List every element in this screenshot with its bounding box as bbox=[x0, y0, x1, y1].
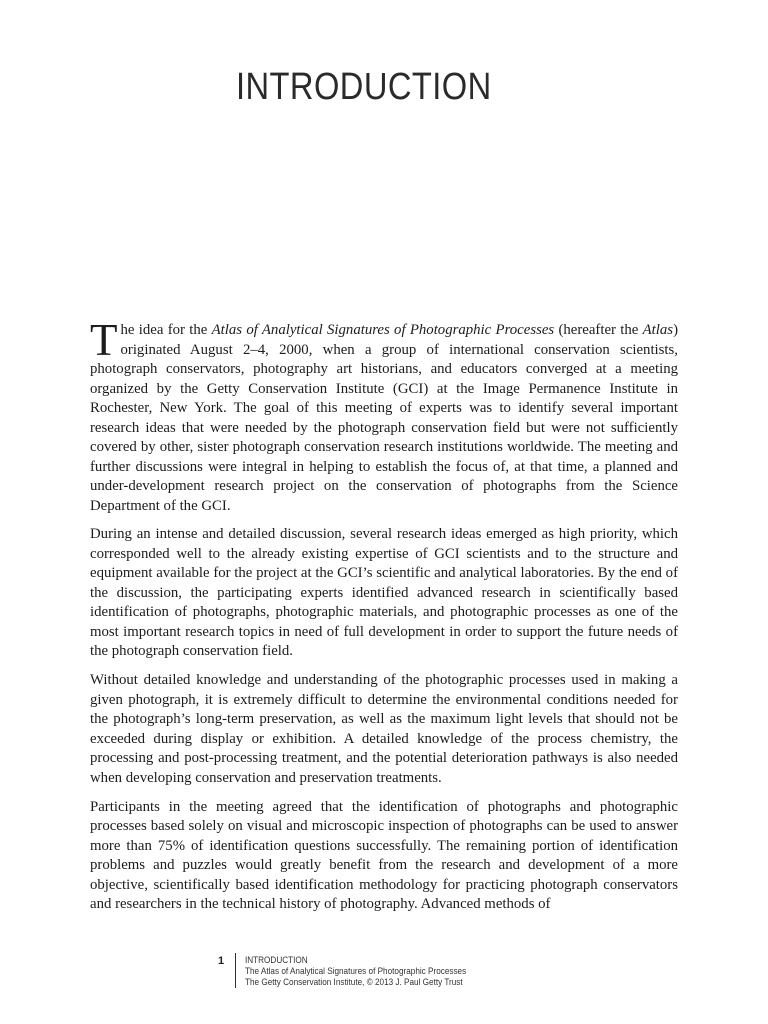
footer-section: INTRODUCTION bbox=[245, 955, 308, 966]
footer-text bbox=[245, 955, 485, 988]
paragraph-1-rest: ) originated August 2–4, 2000, when a group of international conservation scientists, photograph conservators, photography art historians, and educators converged at a meeting organized by the Getty Conservation Institute (GCI) at the Image Permanence Institute in Rochester, New York. The goal of this meeting of experts was to identify several important research ideas that were needed by the photograph conservation field but were not sufficiently covered by other, sister photograph conservation research institutions worldwide. The meeting and further discussions were integral in helping to establish the focus of, at that time, a planned and under-development research project on the conservation of photographs from the Science Department of the GCI. bbox=[90, 322, 678, 514]
paragraph-3: Without detailed knowledge and understanding of the photographic processes used in making a given photograph, it is extremely difficult to determine the environmental conditions needed for the photograph’s long-term preservation, as well as the maximum light levels that should not be exceeded during display or exhibition. A detailed knowledge of the process chemistry, the processing and post-processing treatment, and the potential deterioration pathways is also needed when developing conservation and preservation treatments. bbox=[90, 672, 678, 786]
atlas-italic: Atlas bbox=[642, 322, 674, 338]
paragraph-4: Participants in the meeting agreed that the identification of photographs and photographic processes based solely on visual and microscopic inspection of photographs can be used to answer more than 75% of identification questions successfully. The remaining portion of identification problems and puzzles would greatly benefit from the research and development of a more objective, scientifically based identification methodology for practicing photograph conservators and researchers in the technical history of photography. Advanced methods of bbox=[90, 798, 678, 913]
paragraph-1-mid: (hereafter the bbox=[554, 322, 643, 338]
paragraph-1-lead: he idea for the bbox=[120, 322, 212, 338]
drop-cap: T bbox=[90, 315, 118, 365]
paragraph-2: During an intense and detailed discussion, several research ideas emerged as high priority, which corresponded well to the already existing expertise of GCI scientists and to the structure and equipment available for the project at the GCI’s scientific and analytical laboratories. By the end of the discussion, the participating experts identified advanced research in scientifically based identification of photographs, photographic materials, and photographic processes as one of the most important research topics in need of full development in order to support the future needs of the photograph conservation field. bbox=[90, 526, 678, 660]
page-title: INTRODUCTION bbox=[236, 66, 492, 108]
page-number: 1 bbox=[218, 955, 225, 967]
footer-divider bbox=[235, 953, 236, 988]
book-title-italic: Atlas of Analytical Signatures of Photographic Processes bbox=[211, 322, 555, 338]
paragraph-1 bbox=[90, 315, 678, 516]
footer-copyright: The Getty Conservation Institute, © 2013 J. Paul Getty Trust bbox=[245, 977, 463, 988]
body-text bbox=[90, 315, 678, 924]
footer-book-title: The Atlas of Analytical Signatures of Photographic Processes bbox=[245, 966, 467, 977]
